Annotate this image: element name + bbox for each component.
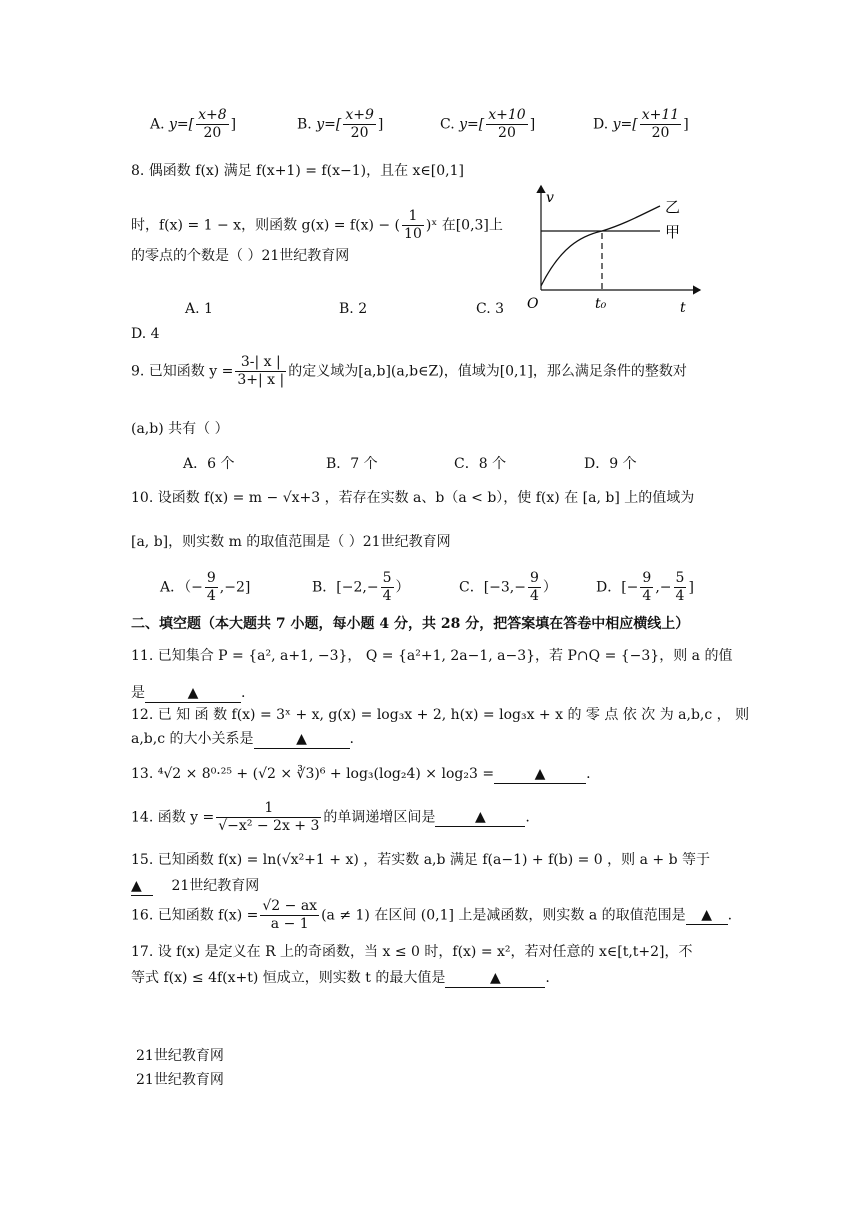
q9-option-a: A．6 个	[183, 456, 235, 472]
q11-line2	[131, 685, 245, 703]
q14-fraction	[216, 800, 321, 835]
q10-d-den2: 4	[675, 587, 685, 604]
q13-post: .	[586, 766, 591, 782]
q8-option-c: C. 3	[476, 301, 505, 317]
q10-d-num2: 5	[675, 570, 685, 586]
q10-b-den: 4	[382, 587, 392, 604]
q9-post: 的定义域为[a,b](a,b∈Z)，值域为[0,1]，那么满足条件的整数对	[288, 363, 687, 380]
q9-option-b: B．7 个	[326, 456, 378, 472]
velocity-time-graph	[520, 178, 720, 318]
q12-line2	[131, 731, 354, 749]
q7-c-num: x+10	[488, 107, 526, 123]
q10-c-fraction	[528, 570, 541, 605]
q7-option-c	[440, 107, 535, 142]
q17-post: .	[545, 970, 550, 986]
q7-b-label: B.	[297, 116, 312, 133]
q9-fraction	[235, 354, 286, 389]
q7-option-d	[593, 107, 689, 142]
q10-a-fraction	[205, 570, 218, 605]
v-label: v	[546, 190, 554, 206]
q9-num: 3-| x |	[235, 354, 286, 372]
q11-post: .	[241, 685, 246, 701]
q8-line2b: )ˣ 在[0,3]上	[425, 217, 503, 234]
q7-d-num: x+11	[641, 107, 680, 123]
q8-frac-den: 10	[404, 225, 422, 242]
q10-d-fraction2	[674, 570, 687, 605]
q16-pre: 16. 已知函数 f(x) =	[131, 907, 259, 924]
q8-option-d: D. 4	[131, 326, 160, 342]
q8-option-b: B. 2	[339, 301, 368, 317]
q7-a-fraction	[196, 107, 229, 142]
q11-answer-blank[interactable]: ▲	[145, 685, 241, 703]
q9-option-d: D．9 个	[584, 456, 637, 472]
q7-c-den: 20	[498, 124, 516, 141]
q10-b-label: B．[−2,−	[312, 579, 379, 596]
q7-d-label: D.	[593, 116, 609, 133]
q7-b-pre: y=[	[316, 116, 342, 133]
q14-end: .	[525, 809, 530, 826]
q14-post: 的单调递增区间是	[323, 809, 436, 826]
q16-fraction	[260, 898, 319, 933]
q14-pre: 14. 函数 y =	[131, 809, 215, 826]
q16-end: .	[727, 907, 733, 924]
q8-frac-num: 1	[402, 208, 424, 226]
q15-line1: 15. 已知函数 f(x) = ln(√x²+1 + x) ，若实数 a,b 满足 f(a−1) + f(b) = 0 ，则 a + b 等于	[131, 852, 710, 868]
q10-a-label: A．（−	[160, 579, 203, 596]
q7-a-label: A.	[150, 116, 165, 133]
q16-num: √2 − ax	[262, 898, 318, 914]
q14-line	[131, 800, 530, 835]
q14-den: √−x² − 2x + 3	[218, 817, 320, 834]
q7-c-label: C.	[440, 116, 455, 133]
q7-a-pre: y=[	[169, 116, 195, 133]
q14-num: 1	[216, 800, 321, 818]
q10-option-c	[459, 570, 557, 605]
jia-label: 甲	[665, 223, 681, 241]
q15-line2	[131, 878, 259, 896]
q8-line3: 的零点的个数是（ ）21世纪教育网	[131, 248, 350, 264]
q16-den: a − 1	[270, 915, 309, 932]
q8-line2	[131, 208, 503, 243]
q10-option-d	[596, 570, 694, 605]
q8-option-a: A. 1	[185, 301, 213, 317]
q9-option-c: C．8 个	[454, 456, 507, 472]
q9-den: 3+| x |	[237, 371, 285, 388]
q7-option-b	[297, 107, 383, 142]
q7-a-post: ]	[230, 116, 237, 133]
q10-line1: 10. 设函数 f(x) = m − √x+3 ，若存在实数 a、b（a < b），使 f(x) 在 [a, b] 上的值域为	[131, 490, 695, 506]
q7-d-den: 20	[651, 124, 670, 141]
footer-watermark-2: 21世纪教育网	[136, 1072, 224, 1088]
q7-c-fraction	[486, 107, 527, 142]
q10-d-fraction1	[640, 570, 653, 605]
q10-c-den: 4	[530, 587, 539, 604]
q10-a-post: ,−2]	[219, 579, 251, 596]
q7-b-fraction	[343, 107, 376, 142]
t-label: t	[680, 300, 686, 316]
q12-answer-blank[interactable]: ▲	[254, 731, 350, 749]
q10-option-b	[312, 570, 410, 605]
q17-answer-blank[interactable]: ▲	[445, 970, 545, 988]
q7-c-pre: y=[	[459, 116, 485, 133]
q10-option-a	[160, 570, 250, 605]
q10-d-post: ]	[688, 579, 694, 596]
q11-pre: 是	[131, 685, 145, 701]
q10-b-post: ）	[395, 579, 410, 596]
q11-line1: 11. 已知集合 P = {a², a+1, −3}， Q = {a²+1, 2a−1, a−3}，若 P∩Q = {−3}，则 a 的值	[131, 648, 733, 664]
q10-c-num: 9	[530, 570, 539, 586]
q9-line1	[131, 354, 687, 389]
q10-b-fraction	[381, 570, 394, 605]
q16-post: (a ≠ 1) 在区间 (0,1] 上是减函数，则实数 a 的取值范围是	[321, 907, 686, 924]
q13-line	[131, 766, 591, 784]
q15-answer-blank[interactable]: ▲	[131, 878, 153, 896]
q12-line1: 12. 已 知 函 数 f(x) = 3ˣ + x, g(x) = log₃x + 2, h(x) = log₃x + x 的 零 点 依 次 为 a,b,c ， 则	[131, 707, 750, 723]
t0-label: t₀	[595, 296, 607, 312]
q8-line1: 8. 偶函数 f(x) 满足 f(x+1) = f(x−1)，且在 x∈[0,1]	[131, 163, 464, 179]
q17-line1: 17. 设 f(x) 是定义在 R 上的奇函数，当 x ≤ 0 时，f(x) = x²，若对任意的 x∈[t,t+2]，不	[131, 944, 693, 960]
q10-b-num: 5	[382, 570, 392, 586]
q10-line2: [a, b]，则实数 m 的取值范围是（ ）21世纪教育网	[131, 534, 451, 550]
q17-pre: 等式 f(x) ≤ 4f(x+t) 恒成立，则实数 t 的最大值是	[131, 970, 446, 986]
q7-b-den: 20	[350, 124, 369, 141]
q10-c-label: C．[−3,−	[459, 579, 526, 596]
q7-b-num: x+9	[345, 107, 374, 123]
q16-line	[131, 898, 732, 933]
q10-d-den1: 4	[642, 587, 652, 604]
q7-d-post: ]	[683, 116, 689, 133]
q13-expr: 13. ⁴√2 × 8⁰·²⁵ + (√2 × ∛3)⁶ + log₃(log₂4) × log₂3 =	[131, 766, 495, 782]
curve-yi	[541, 206, 660, 286]
q10-d-mid: ,−	[655, 579, 672, 596]
q7-d-pre: y=[	[612, 116, 638, 133]
q7-d-fraction	[640, 107, 681, 142]
section2-heading: 二、填空题（本大题共 7 小题，每小题 4 分，共 28 分，把答案填在答卷中相应横线上）	[131, 616, 690, 632]
q12-pre: a,b,c 的大小关系是	[131, 731, 254, 747]
q7-a-num: x+8	[198, 107, 227, 123]
q10-a-den: 4	[206, 587, 216, 604]
origin-label: O	[527, 296, 539, 312]
q9-line2: (a,b) 共有（ ）	[131, 421, 229, 437]
q10-c-post: ）	[542, 579, 557, 596]
q12-post: .	[349, 731, 354, 747]
q7-option-a	[150, 107, 236, 142]
q14-answer-blank[interactable]: ▲	[435, 809, 525, 827]
q9-pre: 9. 已知函数 y =	[131, 363, 234, 380]
q10-d-label: D．[−	[596, 579, 639, 596]
q8-fraction	[402, 208, 424, 243]
q13-answer-blank[interactable]: ▲	[494, 766, 586, 784]
yi-label: 乙	[665, 198, 681, 216]
q10-a-num: 9	[206, 570, 216, 586]
q8-line2a: 时，f(x) = 1 − x，则函数 g(x) = f(x) − (	[131, 217, 401, 234]
q7-c-post: ]	[529, 116, 536, 133]
q17-line2	[131, 970, 550, 988]
q7-a-den: 20	[203, 124, 222, 141]
footer-watermark-1: 21世纪教育网	[136, 1048, 224, 1064]
q15-watermark: 21世纪教育网	[171, 878, 260, 894]
q16-answer-blank[interactable]: ▲	[686, 907, 728, 925]
q7-b-post: ]	[377, 116, 384, 133]
q10-d-num1: 9	[642, 570, 652, 586]
